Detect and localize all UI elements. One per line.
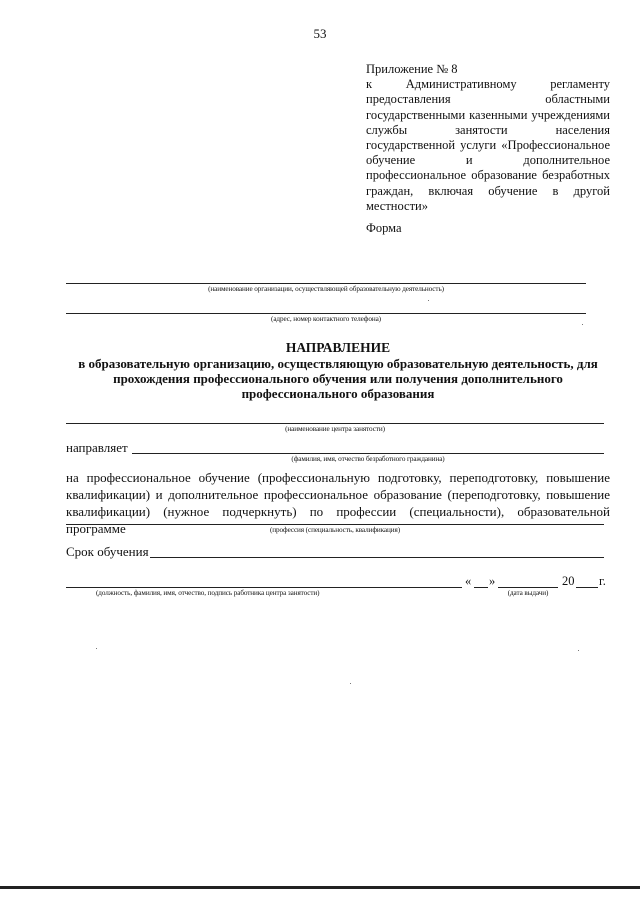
signer-caption: (должность, фамилия, имя, отчество, подпись работника центра занятости) <box>96 589 320 597</box>
appendix-title: Приложение № 8 <box>366 62 458 76</box>
scan-speck <box>582 324 583 325</box>
org-name-caption: (наименование организации, осуществляющей образовательную деятельность) <box>208 285 444 293</box>
year-prefix: 20 <box>562 574 575 588</box>
scan-speck <box>96 648 97 649</box>
year-line <box>576 587 598 588</box>
profession-line <box>66 524 604 525</box>
profession-caption: (профессия (специальность, квалификация) <box>270 526 400 534</box>
address-caption: (адрес, номер контактного телефона) <box>271 315 381 323</box>
center-name-line <box>66 423 604 424</box>
form-label: Форма <box>366 221 402 235</box>
issue-date-caption: (дата выдачи) <box>507 589 549 597</box>
referral-paragraph: на профессиональное обучение (профессиональную подготовку, переподготовку, повышение квалификации) и дополнительное профессиональное образование (переподготовку, повышение квалификации) (нужное подчеркнуть) по профессии (специальности), образовательной программе <box>66 470 610 536</box>
month-line <box>498 587 558 588</box>
org-name-line <box>66 283 586 284</box>
center-name-caption: (наименование центра занятости) <box>285 425 385 433</box>
address-line <box>66 313 586 314</box>
document-title <box>60 340 616 401</box>
citizen-name-line <box>132 453 604 454</box>
signer-line <box>66 587 462 588</box>
appendix-body: к Административному регламенту предоставления областными государственными казенными учреждениями службы занятости населения государственной услуги «Профессиональное обучение и дополнительное профессиональное образование безработных граждан, включая обучение в другой местности» <box>366 77 610 213</box>
study-period-line <box>150 557 604 558</box>
date-quote-open: « <box>465 574 472 588</box>
date-quote-close: » <box>489 574 496 588</box>
year-suffix: г. <box>599 574 606 588</box>
title-subheading: в образовательную организацию, осуществляющую образовательную деятельность, для прохождения профессионального обучения или получения дополнительного профессионального образования <box>78 356 598 401</box>
scan-speck <box>350 683 351 684</box>
citizen-name-caption: (фамилия, имя, отчество безработного гражданина) <box>291 455 445 463</box>
scan-speck <box>428 300 429 301</box>
scan-speck <box>578 650 579 651</box>
appendix-block <box>366 62 610 214</box>
day-line <box>474 587 488 588</box>
study-period-label: Срок обучения <box>66 544 149 559</box>
scan-bottom-edge <box>0 886 640 889</box>
directs-label: направляет <box>66 440 128 455</box>
page-number: 53 <box>313 26 327 41</box>
title-heading: НАПРАВЛЕНИЕ <box>285 340 391 355</box>
